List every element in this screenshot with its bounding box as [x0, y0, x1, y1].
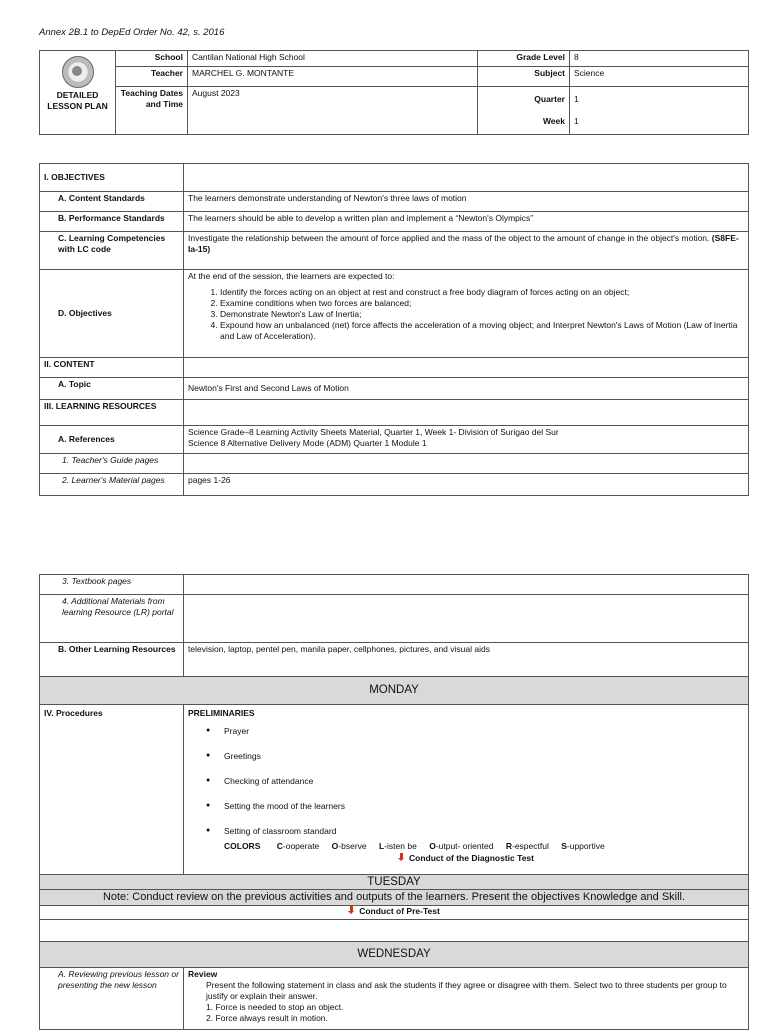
- teacher-value: MARCHEL G. MONTANTE: [188, 67, 478, 87]
- reference-item: Science Grade–8 Learning Activity Sheets Material, Quarter 1, Week 1- Division of Surigao del Sur: [188, 427, 559, 437]
- performance-standards-label: B. Performance Standards: [40, 212, 184, 232]
- review-label: A. Reviewing previous lesson or presenting the new lesson: [40, 968, 184, 1030]
- content-heading: II. CONTENT: [40, 358, 184, 378]
- school-label: School: [116, 51, 188, 67]
- colors-standard: [188, 841, 744, 852]
- objective-item: 4. Expound how an unbalanced (net) force affects the acceleration of a moving object; and Interpret Newton's Laws of Motion (Law of Inertia and Law of Acceleration).: [220, 320, 744, 342]
- lesson-plan-table-continued: [39, 574, 749, 1030]
- performance-standards-value: The learners should be able to develop a written plan and implement a “Newton's Olympics”: [184, 212, 749, 232]
- monday-band: MONDAY: [40, 677, 749, 705]
- review-heading: Review: [188, 969, 218, 979]
- preliminaries-cell: [184, 705, 749, 875]
- references-value: [184, 426, 749, 454]
- content-standards-label: A. Content Standards: [40, 192, 184, 212]
- prelim-item: ● Checking of attendance: [188, 773, 744, 798]
- objective-item: 2. Examine conditions when two forces are balanced;: [220, 298, 744, 309]
- prelim-item: ● Greetings: [188, 748, 744, 773]
- review-text: Present the following statement in class and ask the students if they agree or disagree with them. Select two to three students per group to justify or explain their answer.: [206, 980, 727, 1001]
- additional-materials-label: 4. Additional Materials from learning Resource (LR) portal: [40, 595, 184, 643]
- header-table: [39, 50, 749, 135]
- learners-material-label: 2. Learner's Material pages: [40, 474, 184, 496]
- objective-item: 3. Demonstrate Newton's Law of Inertia;: [220, 309, 744, 320]
- competency-text: Investigate the relationship between the amount of force applied and the mass of the object to the amount of change in the object's motion.: [188, 233, 710, 243]
- colors-letter-item: C-ooperate: [276, 841, 320, 851]
- colors-letter-item: S-upportive: [561, 841, 605, 851]
- learning-competencies-label: C. Learning Competencies with LC code: [40, 232, 184, 270]
- quarter-label: Quarter: [534, 94, 565, 104]
- dates-value: August 2023: [188, 87, 478, 135]
- prelim-item: ● Setting the mood of the learners: [188, 798, 744, 823]
- lesson-plan-table: [39, 163, 749, 496]
- prelim-item: ● Setting of classroom standard: [188, 823, 744, 841]
- review-statement: 1. Force is needed to stop an object.: [206, 1002, 344, 1012]
- pretest-text: Conduct of Pre-Test: [359, 906, 440, 916]
- tuesday-band: TUESDAY: [40, 875, 749, 890]
- diagnostic-test-text: Conduct of the Diagnostic Test: [409, 853, 534, 863]
- procedures-label: IV. Procedures: [40, 705, 184, 875]
- objectives-heading: I. OBJECTIVES: [40, 164, 184, 192]
- content-heading-blank: [184, 358, 749, 378]
- arrow-bullet-icon: [348, 906, 355, 914]
- school-value: Cantilan National High School: [188, 51, 478, 67]
- resources-heading: III. LEARNING RESOURCES: [40, 400, 184, 426]
- week-value: 1: [574, 116, 579, 126]
- diagnostic-test-line: [188, 853, 744, 864]
- dates-label: Teaching Dates and Time: [116, 87, 188, 135]
- pretest-line: [40, 906, 749, 920]
- reference-item: Science 8 Alternative Delivery Mode (ADM) Quarter 1 Module 1: [188, 438, 427, 448]
- preliminaries-heading: PRELIMINARIES: [188, 708, 255, 718]
- wednesday-band: WEDNESDAY: [40, 942, 749, 968]
- objective-item: 1. Identify the forces acting on an object at rest and construct a free body diagram of forces acting on an object;: [220, 287, 744, 298]
- resources-heading-blank: [184, 400, 749, 426]
- subject-value: Science: [570, 67, 749, 87]
- deped-seal-icon: [62, 56, 94, 88]
- learning-competencies-value: [184, 232, 749, 270]
- preliminaries-list: [188, 723, 744, 841]
- topic-label: A. Topic: [40, 378, 184, 400]
- colors-letter-item: O-utput- oriented: [429, 841, 494, 851]
- references-label: A. References: [40, 426, 184, 454]
- dlp-logo-cell: [40, 51, 116, 135]
- subject-label: Subject: [478, 67, 570, 87]
- colors-letter-item: R-espectful: [505, 841, 549, 851]
- colors-letter-item: O-bserve: [331, 841, 367, 851]
- objectives-list: [188, 287, 744, 342]
- teachers-guide-label: 1. Teacher's Guide pages: [40, 454, 184, 474]
- topic-value: Newton's First and Second Laws of Motion: [184, 378, 749, 400]
- competency-code: (S8FE-Ia-15): [188, 233, 739, 254]
- grade-label: Grade Level: [478, 51, 570, 67]
- dlp-label: DETAILED LESSON PLAN: [47, 90, 108, 111]
- objectives-intro: At the end of the session, the learners are expected to:: [188, 271, 395, 281]
- arrow-bullet-icon: [398, 853, 405, 861]
- quarter-week-values: [570, 87, 749, 135]
- colors-letter-item: L-isten be: [379, 841, 417, 851]
- week-label: Week: [542, 116, 565, 126]
- teachers-guide-value: [184, 454, 749, 474]
- prelim-item: ● Prayer: [188, 723, 744, 748]
- objectives-value: [184, 270, 749, 358]
- colors-word: COLORS: [224, 841, 261, 851]
- tuesday-spacer: [40, 920, 749, 942]
- objectives-label: D. Objectives: [40, 270, 184, 358]
- quarter-week-labels: [478, 87, 570, 135]
- additional-materials-value: [184, 595, 749, 643]
- learners-material-value: pages 1-26: [184, 474, 749, 496]
- annex-reference: Annex 2B.1 to DepEd Order No. 42, s. 2016: [39, 27, 225, 38]
- other-resources-label: B. Other Learning Resources: [40, 643, 184, 677]
- review-cell: [184, 968, 749, 1030]
- review-statement: 2. Force always result in motion.: [206, 1013, 328, 1023]
- textbook-value: [184, 575, 749, 595]
- other-resources-value: television, laptop, pentel pen, manila paper, cellphones, pictures, and visual aids: [184, 643, 749, 677]
- tuesday-note: Note: Conduct review on the previous activities and outputs of the learners. Present the objectives Knowledge and Skill.: [40, 890, 749, 906]
- quarter-value: 1: [574, 94, 579, 104]
- objectives-heading-blank: [184, 164, 749, 192]
- textbook-label: 3. Textbook pages: [40, 575, 184, 595]
- content-standards-value: The learners demonstrate understanding of Newton's three laws of motion: [184, 192, 749, 212]
- teacher-label: Teacher: [116, 67, 188, 87]
- grade-value: 8: [570, 51, 749, 67]
